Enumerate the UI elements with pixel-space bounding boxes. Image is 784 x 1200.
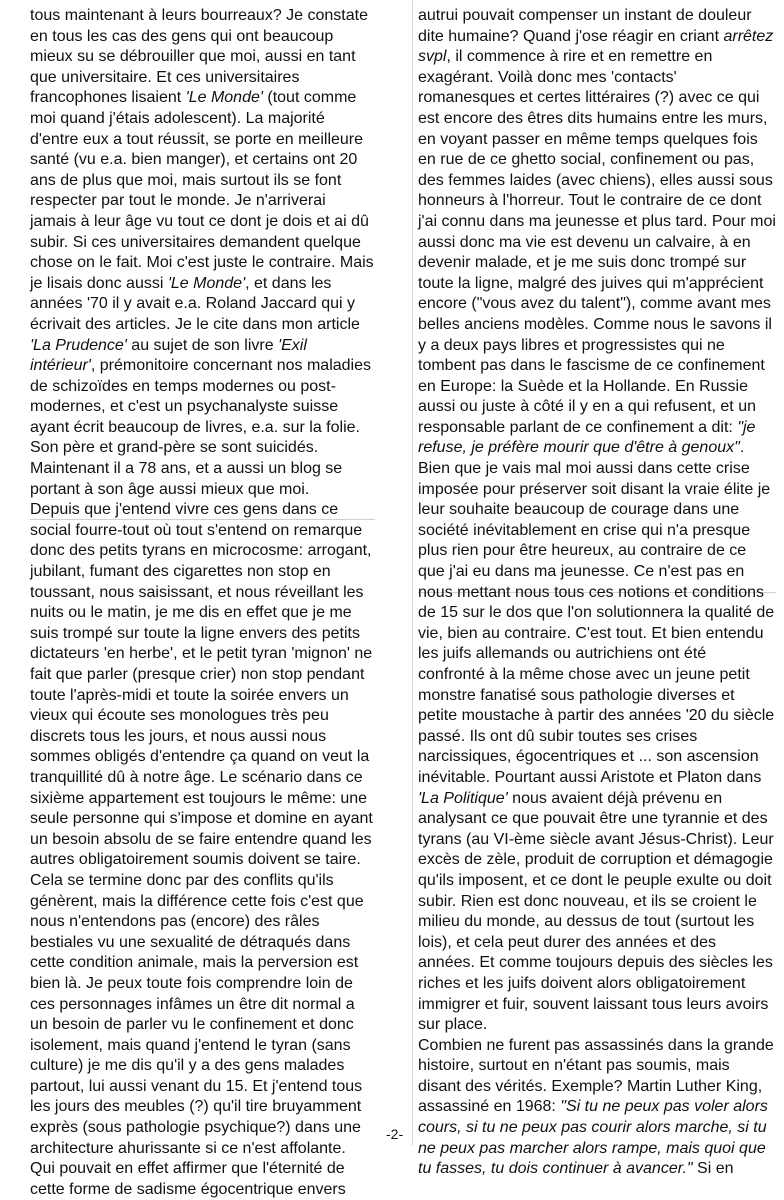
- right-paragraph-1: [418, 6, 776, 1036]
- text-run: au sujet de son livre: [126, 336, 279, 354]
- italic-text-run: 'Exil intérieur': [30, 336, 307, 375]
- text-run: , il commence à rire et en remettre en exagérant. Voilà donc mes 'contacts' romanesques et certes littéraires (?) avec ce qui est encore des êtres dits humains entre les murs, en voyant passer en même temps quelques fois en rue de ce ghetto social, confinement ou pas, des femmes laides (avec chiens), elles aussi sous honneurs à l'horreur. Tout le contraire de ce dont j'ai connu dans ma jeunesse et plus tard. Pour moi aussi donc ma vie est devenu un calvaire, à en devenir malade, et je me suis donc trompé sur toute la ligne, malgré des juives qui m'apprécient encore ("vous avez du talent"), comme avant mes belles anciens modèles. Comme nous le savons il y a deux pays libres et progressistes qui ne tombent pas dans le fascisme de ce confinement en Europe: la Suède et la Hollande. En Russie aussi ou juste à côté il y en a qui refusent, et un responsable parlant de ce confinement a dit:: [418, 48, 776, 436]
- right-column: [418, 6, 776, 1180]
- text-run: Combien ne furent pas assassinés dans la grande histoire, surtout en n'étant pas soumis, mais disant des vérités. Exemple? Martin Luther King, assassiné en 1968:: [418, 1036, 774, 1116]
- page-number: -2-: [386, 1126, 404, 1142]
- italic-text-run: "je refuse, je préfère mourir que d'être à genoux": [418, 418, 756, 457]
- left-paragraph-2: [30, 500, 375, 1200]
- text-run: Depuis que j'entend vivre ces gens dans ce social fourre-tout où tout s'entend on remarque donc des petits tyrans en microcosme: arrogant, jubilant, fumant des cigarettes non stop en toussant, nous saisissant, et nous réveillant les nuits ou le matin, je me dis en effet que je me suis trompé sur toute la ligne envers des petits dictateurs 'en herbe', et le petit tyran 'mignon' ne fait que parler (presque crier) non stop pendant toute l'après-midi et toute la soirée envers un vieux qui écoute ses monologues très peu discrets tous les jours, et nous aussi nous sommes obligés d'entendre ça quand on veut la tranquillité dû à notre âge. Le scénario dans ce sixième appartement est toujours le même: une seule personne qui s'impose et domine en ayant un besoin absolu de se faire entendre quand les autres obligatoirement soumis doivent se taire. Cela se termine donc par des conflits qu'ils génèrent, mais la différence cette fois c'est que nous n'entendons pas (encore) des râles bestiales vu une sexualité de détraqués dans cette condition animale, mais la perversion est bien là. Je peux toute fois comprendre loin de ces personnages infâmes un être dit normal a un besoin de parler vu le confinement et donc isolement, mais quand j'entend le tyran (sans culture) je me dis qu'il y a des gens malades partout, lui aussi venant du 15. Et j'entend tous les jours des meubles (?) qu'il tire bruyamment exprès (sous pathologie psychique?) dans une architecture ahurissante si ce n'est affolante. Qui pouvait en effet affirmer que l'éternité de cette forme de sadisme égocentrique envers: [30, 501, 373, 1198]
- italic-text-run: 'Le Monde': [185, 89, 263, 107]
- italic-text-run: "Si tu ne peux pas voler alors cours, si tu ne peux pas courir alors marche, si tu ne peux pas marcher alors rampe, mais quoi que tu fasses, tu dois continuer à avancer.": [418, 1098, 768, 1178]
- left-paragraph-1: [30, 6, 375, 500]
- italic-text-run: 'La Politique': [418, 789, 508, 807]
- italic-text-run: 'La Prudence': [30, 336, 127, 354]
- text-run: (tout comme moi quand j'étais adolescent). La majorité d'entre eux a tout réussit, se porte en meilleure santé (vu e.a. bien manger), et certains ont 20 ans de plus que moi, mais surtout ils se font respecter par tout le monde. Je n'arriverai jamais à leur âge vu tout ce dont je dois et ai dû subir. Si ces universitaires demandent quelque chose on le fait. Moi c'est juste le contraire. Mais je lisais donc aussi: [30, 89, 374, 292]
- text-run: tous maintenant à leurs bourreaux? Je constate en tous les cas des gens qui ont beaucoup mieux su se débrouiller que moi, aussi en tant que universitaire. Et ces universitaires francophones lisaient: [30, 7, 368, 107]
- left-column: [30, 6, 375, 1200]
- text-run: , prémonitoire concernant nos maladies de schizoïdes en temps modernes ou post-modernes, et c'est un psychanalyste suisse ayant écrit beaucoup de livres, e.a. sur la folie. Son père et grand-père se sont suicidés. Maintenant il a 78 ans, et a aussi un blog se portant à son âge aussi mieux que moi.: [30, 357, 372, 498]
- text-run: , et dans les années '70 il y avait e.a. Roland Jaccard qui y écrivait des articles. Je le cite dans mon article: [30, 274, 360, 333]
- text-run: . Bien que je vais mal moi aussi dans cette crise imposée pour préserver soit disant la vraie élite je leur souhaite beaucoup de courage dans une société inévitablement en crise qui n'a presque plus rien pour être heureux, au contraire de ce que j'ai eu dans ma jeunesse. Ce n'est pas en nous mettant nous tous ces notions et conditions de 15 sur le dos que l'on solutionnera la qualité de vie, bien au contraire. C'est tout. Et bien entendu les juifs allemands ou autrichiens ont été confronté à la même chose avec un jeune petit monstre fanatisé sous pathologie diverses et petite moustache à partir des années '20 du siècle passé. Ils ont dû subir toutes ses crises narcissiques, égocentriques et ... son ascension inévitable. Pourtant aussi Aristote et Platon dans: [418, 439, 775, 786]
- text-run: Si en: [692, 1160, 734, 1178]
- italic-text-run: arrêtez svpl: [418, 27, 774, 66]
- text-run: autrui pouvait compenser un instant de douleur dite humaine? Quand j'ose réagir en criant: [418, 7, 752, 45]
- text-run: nous avaient déjà prévenu en analysant ce que pouvait être une tyrannie et des tyrans (au VI-ème siècle avant Jésus-Christ). Leur excès de zèle, produit de corruption et démagogie qu'ils imposent, et ce dont le peuple exulte ou doit subir. Rien est donc nouveau, et ils se croient le milieu du monde, au dessus de tout (surtout les lois), et cela peut durer des années et des années. Et comme toujours depuis des siècles les riches et les juifs doivent alors obligatoirement immigrer et fuir, souvent laissant tous leurs avoirs sur place.: [418, 789, 774, 1034]
- right-paragraph-2: [418, 1036, 776, 1180]
- italic-text-run: 'Le Monde': [167, 274, 246, 292]
- column-divider: [412, 0, 413, 1146]
